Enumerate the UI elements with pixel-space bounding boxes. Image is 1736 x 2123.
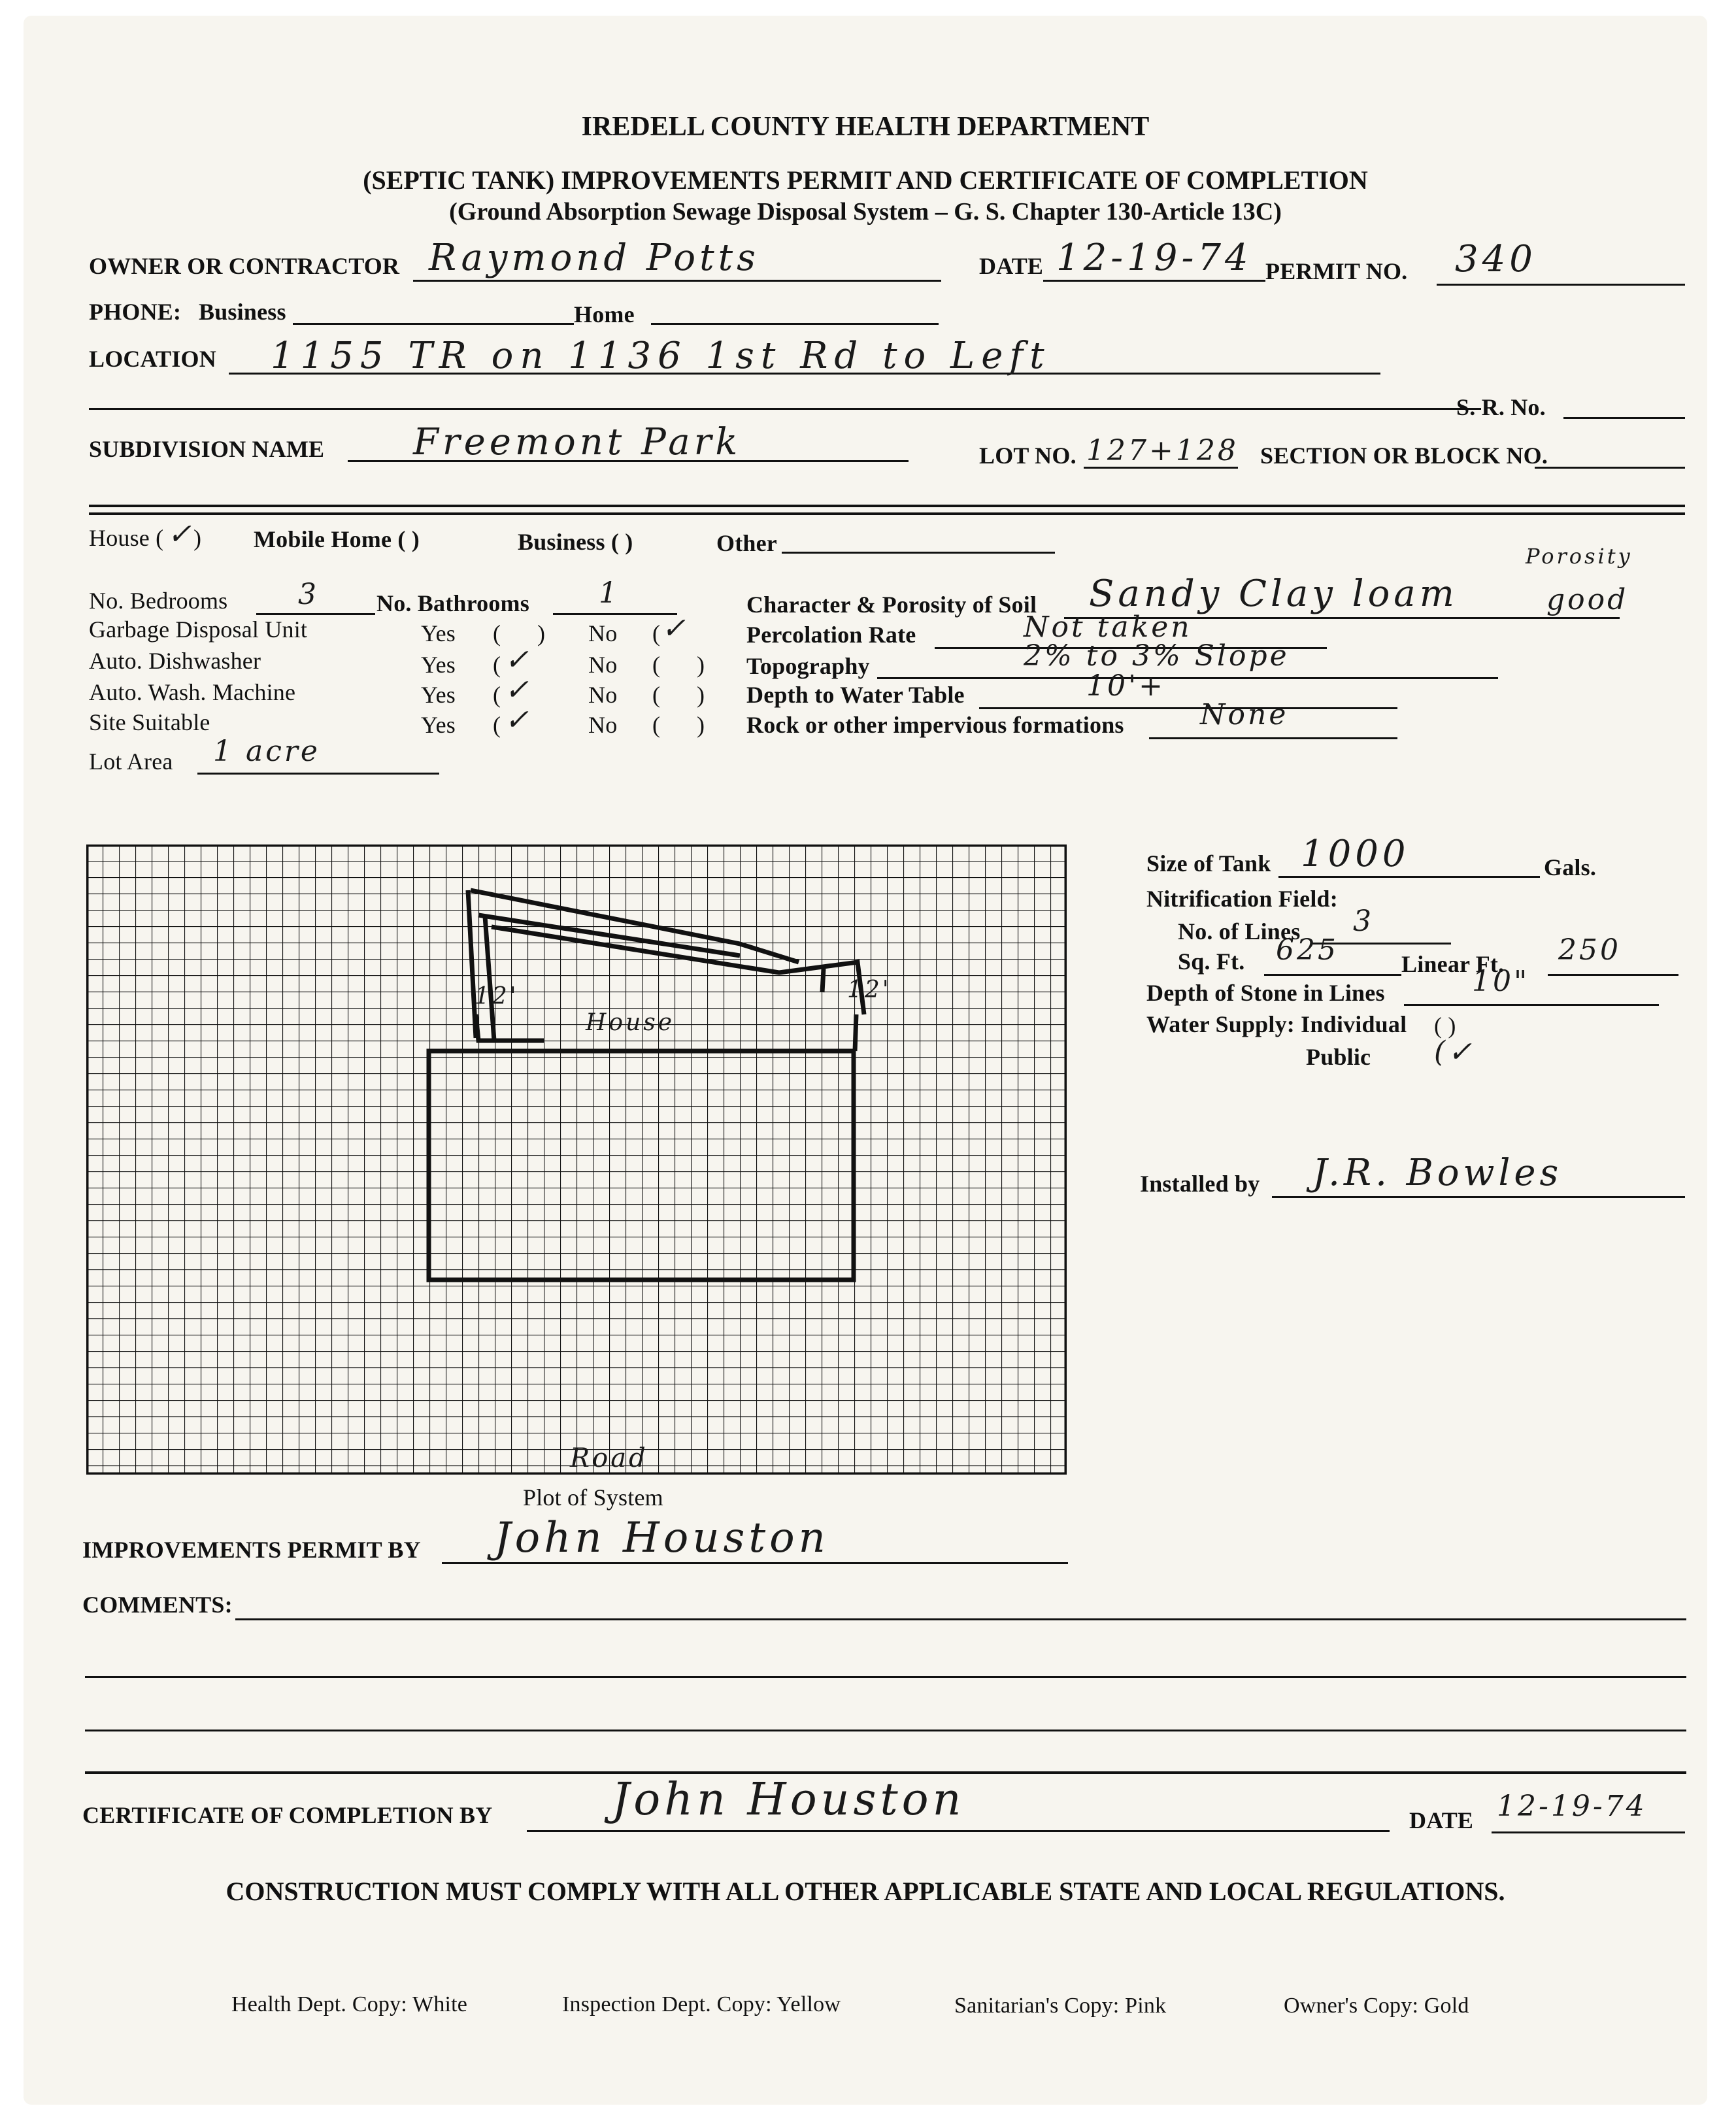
site-label: Site Suitable — [89, 709, 210, 735]
dishwasher-yes-open: ( — [493, 652, 501, 678]
distance-label-2: 12' — [847, 977, 892, 1003]
wash-yes-check[interactable]: ✓ — [505, 673, 531, 707]
stone-label: Depth of Stone in Lines — [1146, 980, 1385, 1006]
comments-line-1[interactable] — [235, 1618, 1686, 1620]
bedrooms-line — [256, 613, 375, 615]
installed-line — [1272, 1196, 1685, 1198]
section-line[interactable] — [1535, 467, 1685, 469]
character-value[interactable]: Sandy Clay loam — [1089, 573, 1458, 615]
copy-owner: Owner's Copy: Gold — [1284, 1994, 1469, 2018]
site-no[interactable]: No — [588, 712, 618, 738]
improvements-signature[interactable]: John Houston — [494, 1514, 829, 1562]
bathrooms-label: No. Bathrooms — [376, 590, 529, 616]
water-label: Depth to Water Table — [746, 682, 965, 708]
compliance-notice: CONSTRUCTION MUST COMPLY WITH ALL OTHER APPLICABLE STATE AND LOCAL REGULATIONS. — [225, 1877, 1505, 1906]
wash-no-open: ( — [652, 682, 661, 708]
garbage-yes-open: ( — [493, 620, 501, 646]
business-option[interactable]: Business ( ) — [518, 529, 633, 555]
stone-value[interactable]: 10" — [1472, 965, 1530, 998]
dishwasher-yes-check[interactable]: ✓ — [505, 643, 531, 677]
date-value[interactable]: 12-19-74 — [1056, 237, 1252, 279]
garbage-no-open: ( — [652, 620, 661, 646]
perc-label: Percolation Rate — [746, 622, 916, 648]
improvements-line — [442, 1562, 1068, 1564]
installed-value[interactable]: J.R. Bowles — [1312, 1152, 1563, 1194]
character-note-2: good — [1546, 583, 1629, 616]
wash-no[interactable]: No — [588, 682, 618, 708]
site-yes-open: ( — [493, 712, 501, 738]
location-line-2 — [89, 408, 1481, 410]
garbage-yes[interactable]: Yes — [421, 620, 456, 646]
stone-line — [1404, 1004, 1659, 1006]
sr-no-label: S. R. No. — [1456, 394, 1546, 420]
house-label: House ( — [89, 525, 164, 551]
permit-line — [1437, 284, 1685, 286]
bedrooms-value[interactable]: 3 — [298, 578, 319, 611]
date-line — [1043, 280, 1265, 282]
sr-no-line[interactable] — [1563, 417, 1685, 419]
certificate-line — [527, 1830, 1390, 1832]
rock-label: Rock or other impervious formations — [746, 712, 1124, 738]
wash-label: Auto. Wash. Machine — [89, 679, 296, 705]
certificate-date-label: DATE — [1409, 1807, 1474, 1833]
water-value[interactable]: 10'+ — [1086, 669, 1165, 703]
public-label: Public — [1306, 1044, 1371, 1070]
copy-inspection: Inspection Dept. Copy: Yellow — [562, 1992, 841, 2016]
lot-label: LOT NO. — [979, 443, 1077, 469]
dishwasher-no-open: ( — [652, 652, 661, 678]
sqft-label: Sq. Ft. — [1178, 948, 1245, 975]
linear-line — [1548, 974, 1678, 976]
copy-health: Health Dept. Copy: White — [231, 1992, 468, 2016]
lot-area-line — [197, 773, 439, 775]
tank-label: Size of Tank — [1146, 850, 1271, 877]
lines-value[interactable]: 3 — [1353, 905, 1374, 938]
perc-value[interactable]: Not taken — [1024, 610, 1192, 644]
permit-label: PERMIT NO. — [1265, 258, 1408, 284]
wash-no-close: ) — [697, 682, 705, 708]
lot-area-value[interactable]: 1 acre — [213, 735, 320, 768]
certificate-date-value[interactable]: 12-19-74 — [1497, 1790, 1647, 1823]
wash-yes-open: ( — [493, 682, 501, 708]
section-divider — [89, 505, 1685, 507]
bedrooms-label: No. Bedrooms — [89, 588, 228, 614]
phone-business-line[interactable] — [293, 323, 574, 325]
site-no-open: ( — [652, 712, 661, 738]
owner-label: OWNER OR CONTRACTOR — [89, 253, 400, 279]
comments-label: COMMENTS: — [82, 1592, 233, 1618]
field-label: Nitrification Field: — [1146, 886, 1338, 912]
date-label: DATE — [979, 253, 1044, 279]
garbage-yes-close: ) — [537, 620, 546, 646]
certificate-signature[interactable]: John Houston — [612, 1774, 965, 1826]
bathrooms-value[interactable]: 1 — [599, 577, 620, 610]
subdivision-label: SUBDIVISION NAME — [89, 436, 325, 462]
phone-home-line[interactable] — [651, 323, 939, 325]
lot-area-label: Lot Area — [89, 748, 173, 775]
house-label-plot: House — [586, 1009, 675, 1036]
water-supply-label: Water Supply: Individual — [1146, 1011, 1407, 1037]
section-divider-2 — [89, 512, 1685, 515]
tank-unit: Gals. — [1544, 854, 1597, 880]
certificate-label: CERTIFICATE OF COMPLETION BY — [82, 1802, 493, 1828]
topo-label: Topography — [746, 653, 870, 679]
location-value[interactable]: 1155 TR on 1136 1st Rd to Left — [271, 335, 1051, 377]
phone-business-label: Business — [199, 299, 286, 325]
wash-yes[interactable]: Yes — [421, 682, 456, 708]
dishwasher-label: Auto. Dishwasher — [89, 648, 261, 674]
other-label: Other — [716, 530, 777, 556]
bathrooms-line — [553, 613, 677, 615]
linear-label: Linear Ft. — [1401, 951, 1505, 977]
phone-label: PHONE: — [89, 299, 182, 325]
certificate-date-line — [1492, 1831, 1685, 1833]
owner-value[interactable]: Raymond Potts — [429, 237, 760, 279]
water-line — [979, 707, 1397, 709]
comments-line-2[interactable] — [85, 1676, 1686, 1678]
topo-line — [877, 677, 1498, 679]
dishwasher-no-close: ) — [697, 652, 705, 678]
owner-line — [413, 280, 941, 282]
lines-label: No. of Lines — [1178, 918, 1301, 944]
improvements-label: IMPROVEMENTS PERMIT BY — [82, 1537, 421, 1563]
lot-value[interactable]: 127+128 — [1086, 434, 1239, 467]
subdivision-value[interactable]: Freemont Park — [413, 421, 742, 463]
copy-sanitarian: Sanitarian's Copy: Pink — [954, 1994, 1167, 2018]
department-title: IREDELL COUNTY HEALTH DEPARTMENT — [581, 112, 1150, 142]
house-close: ) — [193, 525, 202, 551]
character-note: Porosity — [1526, 544, 1633, 569]
sqft-value[interactable]: 625 — [1276, 933, 1339, 967]
permit-value[interactable]: 340 — [1455, 238, 1537, 280]
plot-caption: Plot of System — [523, 1484, 663, 1511]
house-check[interactable]: ✓ — [167, 518, 194, 551]
phone-home-label: Home — [574, 301, 635, 327]
mobile-home-option[interactable]: Mobile Home ( ) — [254, 526, 420, 552]
individual-option[interactable]: ( ) — [1434, 1012, 1456, 1039]
site-yes[interactable]: Yes — [421, 712, 456, 738]
garbage-label: Garbage Disposal Unit — [89, 616, 308, 643]
dishwasher-yes[interactable]: Yes — [421, 652, 456, 678]
sqft-line — [1264, 974, 1401, 976]
site-yes-check[interactable]: ✓ — [505, 703, 531, 737]
topo-value[interactable]: 2% to 3% Slope — [1024, 639, 1290, 673]
section-label: SECTION OR BLOCK NO. — [1260, 443, 1548, 469]
rock-value[interactable]: None — [1200, 698, 1289, 731]
road-label: Road — [570, 1443, 648, 1473]
public-option[interactable]: (✓ — [1434, 1035, 1475, 1069]
permit-document — [24, 16, 1707, 2105]
location-label: LOCATION — [89, 346, 216, 372]
installed-label: Installed by — [1140, 1171, 1260, 1197]
plot-grid[interactable] — [86, 844, 1067, 1475]
garbage-no[interactable]: No — [588, 620, 618, 646]
form-subtitle: (Ground Absorption Sewage Disposal System – G. S. Chapter 130-Article 13C) — [449, 198, 1282, 226]
linear-value[interactable]: 250 — [1558, 933, 1621, 967]
comments-line-3[interactable] — [85, 1730, 1686, 1731]
dishwasher-no[interactable]: No — [588, 652, 618, 678]
form-title: (SEPTIC TANK) IMPROVEMENTS PERMIT AND CERTIFICATE OF COMPLETION — [363, 165, 1368, 195]
rock-line — [1149, 737, 1397, 739]
site-no-close: ) — [697, 712, 705, 738]
garbage-no-check[interactable]: ✓ — [661, 612, 688, 645]
other-line[interactable] — [782, 552, 1055, 554]
character-label: Character & Porosity of Soil — [746, 592, 1037, 618]
tank-value[interactable]: 1000 — [1301, 833, 1410, 875]
distance-label: 12' — [475, 983, 519, 1010]
tank-line — [1278, 876, 1540, 878]
